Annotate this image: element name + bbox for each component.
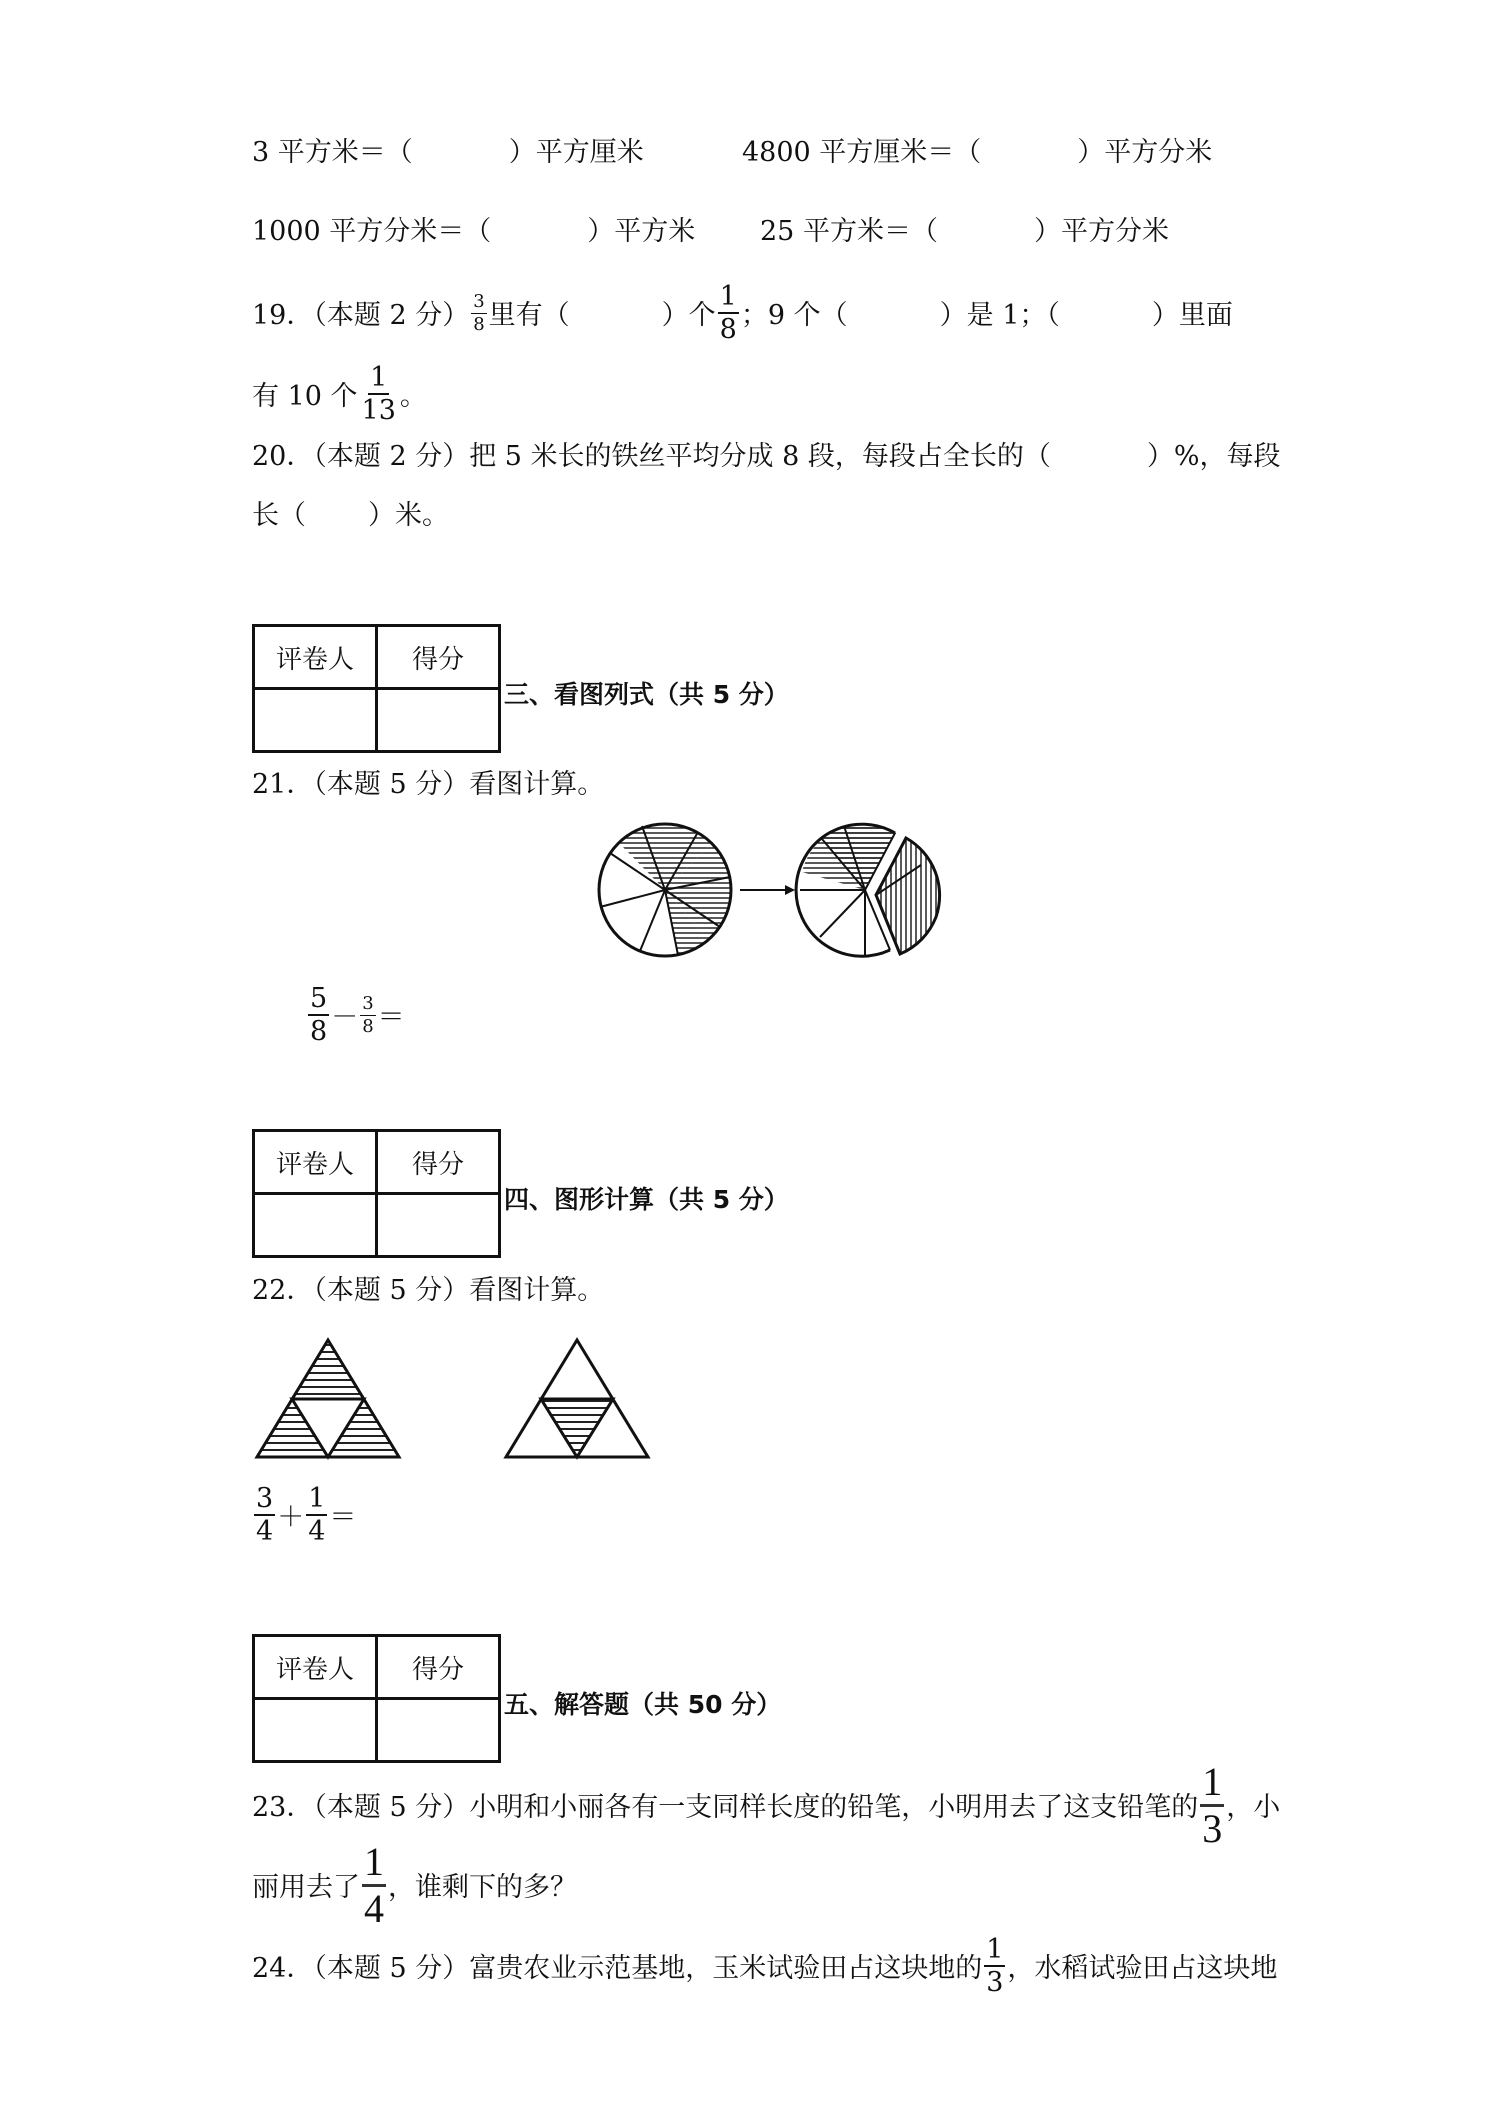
q22-equals: ＝ — [329, 1501, 357, 1533]
conv1-left: 3 平方米＝（ — [252, 137, 413, 168]
score-cell[interactable] — [377, 689, 500, 752]
reviewer-cell[interactable] — [254, 689, 377, 752]
score-cell[interactable] — [377, 1699, 500, 1762]
q19-fraction-3-8: $\frac{3}{8}$ — [473, 290, 485, 335]
conv3-left: 1000 平方分米＝（ — [252, 216, 492, 247]
score-table-section5 — [252, 1634, 501, 1763]
q21-operator: － — [331, 1001, 359, 1033]
q19-line2-a: 有 10 个 — [252, 380, 358, 412]
q22-triangles-figure — [256, 1337, 696, 1467]
score-header: 得分 — [377, 626, 500, 689]
conversion-row-1b — [742, 139, 1212, 166]
q23-fraction-1-3: $\frac{1}{3}$ — [1202, 1758, 1223, 1851]
question-21: 21．（本题 5 分）看图计算。 — [252, 769, 605, 800]
q20-line2-b: ）米。 — [368, 500, 449, 531]
q19-text4: ）是 1；（ — [939, 299, 1060, 331]
q24-line1: 24．（本题 5 分）富贵农业示范基地，玉米试验田占这块地的 — [252, 1952, 983, 1984]
conv2-right: ）平方分米 — [1077, 137, 1213, 168]
arrow — [740, 885, 795, 895]
conv1-right: ）平方厘米 — [508, 137, 644, 168]
q19-text1: 里有（ — [488, 299, 570, 331]
score-header: 得分 — [377, 1131, 500, 1194]
reviewer-header: 评卷人 — [254, 626, 377, 689]
q19-prefix: 19．（本题 2 分） — [252, 299, 470, 331]
section5-title: 五、解答题（共 50 分） — [504, 1690, 782, 1719]
q23-fraction-1-4: $\frac{1}{4}$ — [364, 1838, 384, 1931]
score-header: 得分 — [377, 1636, 500, 1699]
q19-fraction-1-13: $\frac{1}{13}$ — [361, 362, 396, 426]
conv2-left: 4800 平方厘米＝（ — [742, 137, 982, 168]
reviewer-cell[interactable] — [254, 1194, 377, 1257]
reviewer-header: 评卷人 — [254, 1636, 377, 1699]
question-23-line2 — [252, 1838, 577, 1931]
question-23-line1 — [252, 1758, 1281, 1851]
q21-fraction-3-8: $\frac{3}{8}$ — [362, 992, 374, 1037]
q23-line1-end: ，小 — [1226, 1791, 1281, 1823]
question-19-line1 — [252, 281, 1233, 345]
circle-right — [796, 824, 940, 956]
q23-line2: 丽用去了 — [252, 1871, 360, 1903]
conversion-row-2 — [252, 218, 695, 245]
q21-fraction-5-8: $\frac{5}{8}$ — [310, 983, 328, 1047]
question-20-line2 — [252, 502, 449, 529]
score-cell[interactable] — [377, 1194, 500, 1257]
triangle-left — [257, 1340, 399, 1457]
conversion-row-2b — [760, 218, 1169, 245]
reviewer-cell[interactable] — [254, 1699, 377, 1762]
q22-expression — [252, 1484, 356, 1550]
score-table-section4 — [252, 1129, 501, 1258]
q23-line1: 23．（本题 5 分）小明和小丽各有一支同样长度的铅笔，小明用去了这支铅笔的 — [252, 1791, 1199, 1823]
q22-fraction-3-4: $\frac{3}{4}$ — [256, 1483, 274, 1547]
q20-line1-a: 20．（本题 2 分）把 5 米长的铁丝平均分成 8 段，每段占全长的（ — [252, 441, 1051, 472]
q19-text5: ）里面 — [1151, 299, 1233, 331]
reviewer-header: 评卷人 — [254, 1131, 377, 1194]
q21-circles-figure — [590, 817, 980, 967]
q19-fraction-1-8: $\frac{1}{8}$ — [719, 281, 737, 345]
q20-line1-b: ）%，每段 — [1146, 441, 1281, 472]
question-20-line1 — [252, 443, 1281, 470]
conv3-right: ）平方米 — [587, 216, 696, 247]
conversion-row-1 — [252, 139, 644, 166]
question-19-line2 — [252, 362, 427, 426]
section4-title: 四、图形计算（共 5 分） — [504, 1185, 789, 1214]
q20-line2-a: 长（ — [252, 500, 306, 531]
q21-expression — [306, 982, 405, 1052]
question-22: 22．（本题 5 分）看图计算。 — [252, 1275, 605, 1306]
section3-title: 三、看图列式（共 5 分） — [504, 680, 789, 709]
q21-equals: ＝ — [377, 1001, 405, 1033]
q24-line1-end: ，水稻试验田占这块地 — [1007, 1952, 1278, 1984]
q23-line2-end: ，谁剩下的多？ — [388, 1871, 577, 1903]
q19-text3: ；9 个（ — [740, 299, 848, 331]
score-table-section3 — [252, 624, 501, 753]
conv4-left: 25 平方米＝（ — [760, 216, 938, 247]
q22-fraction-1-4: $\frac{1}{4}$ — [308, 1483, 326, 1547]
q19-line2-b: 。 — [399, 380, 427, 412]
question-24-line1 — [252, 1934, 1278, 1998]
conv4-right: ）平方分米 — [1033, 216, 1169, 247]
q24-fraction-1-3: $\frac{1}{3}$ — [986, 1934, 1004, 1998]
q22-operator: ＋ — [277, 1501, 305, 1533]
q19-text2: ）个 — [661, 299, 716, 331]
triangle-right — [506, 1340, 648, 1457]
circle-left — [599, 824, 731, 956]
